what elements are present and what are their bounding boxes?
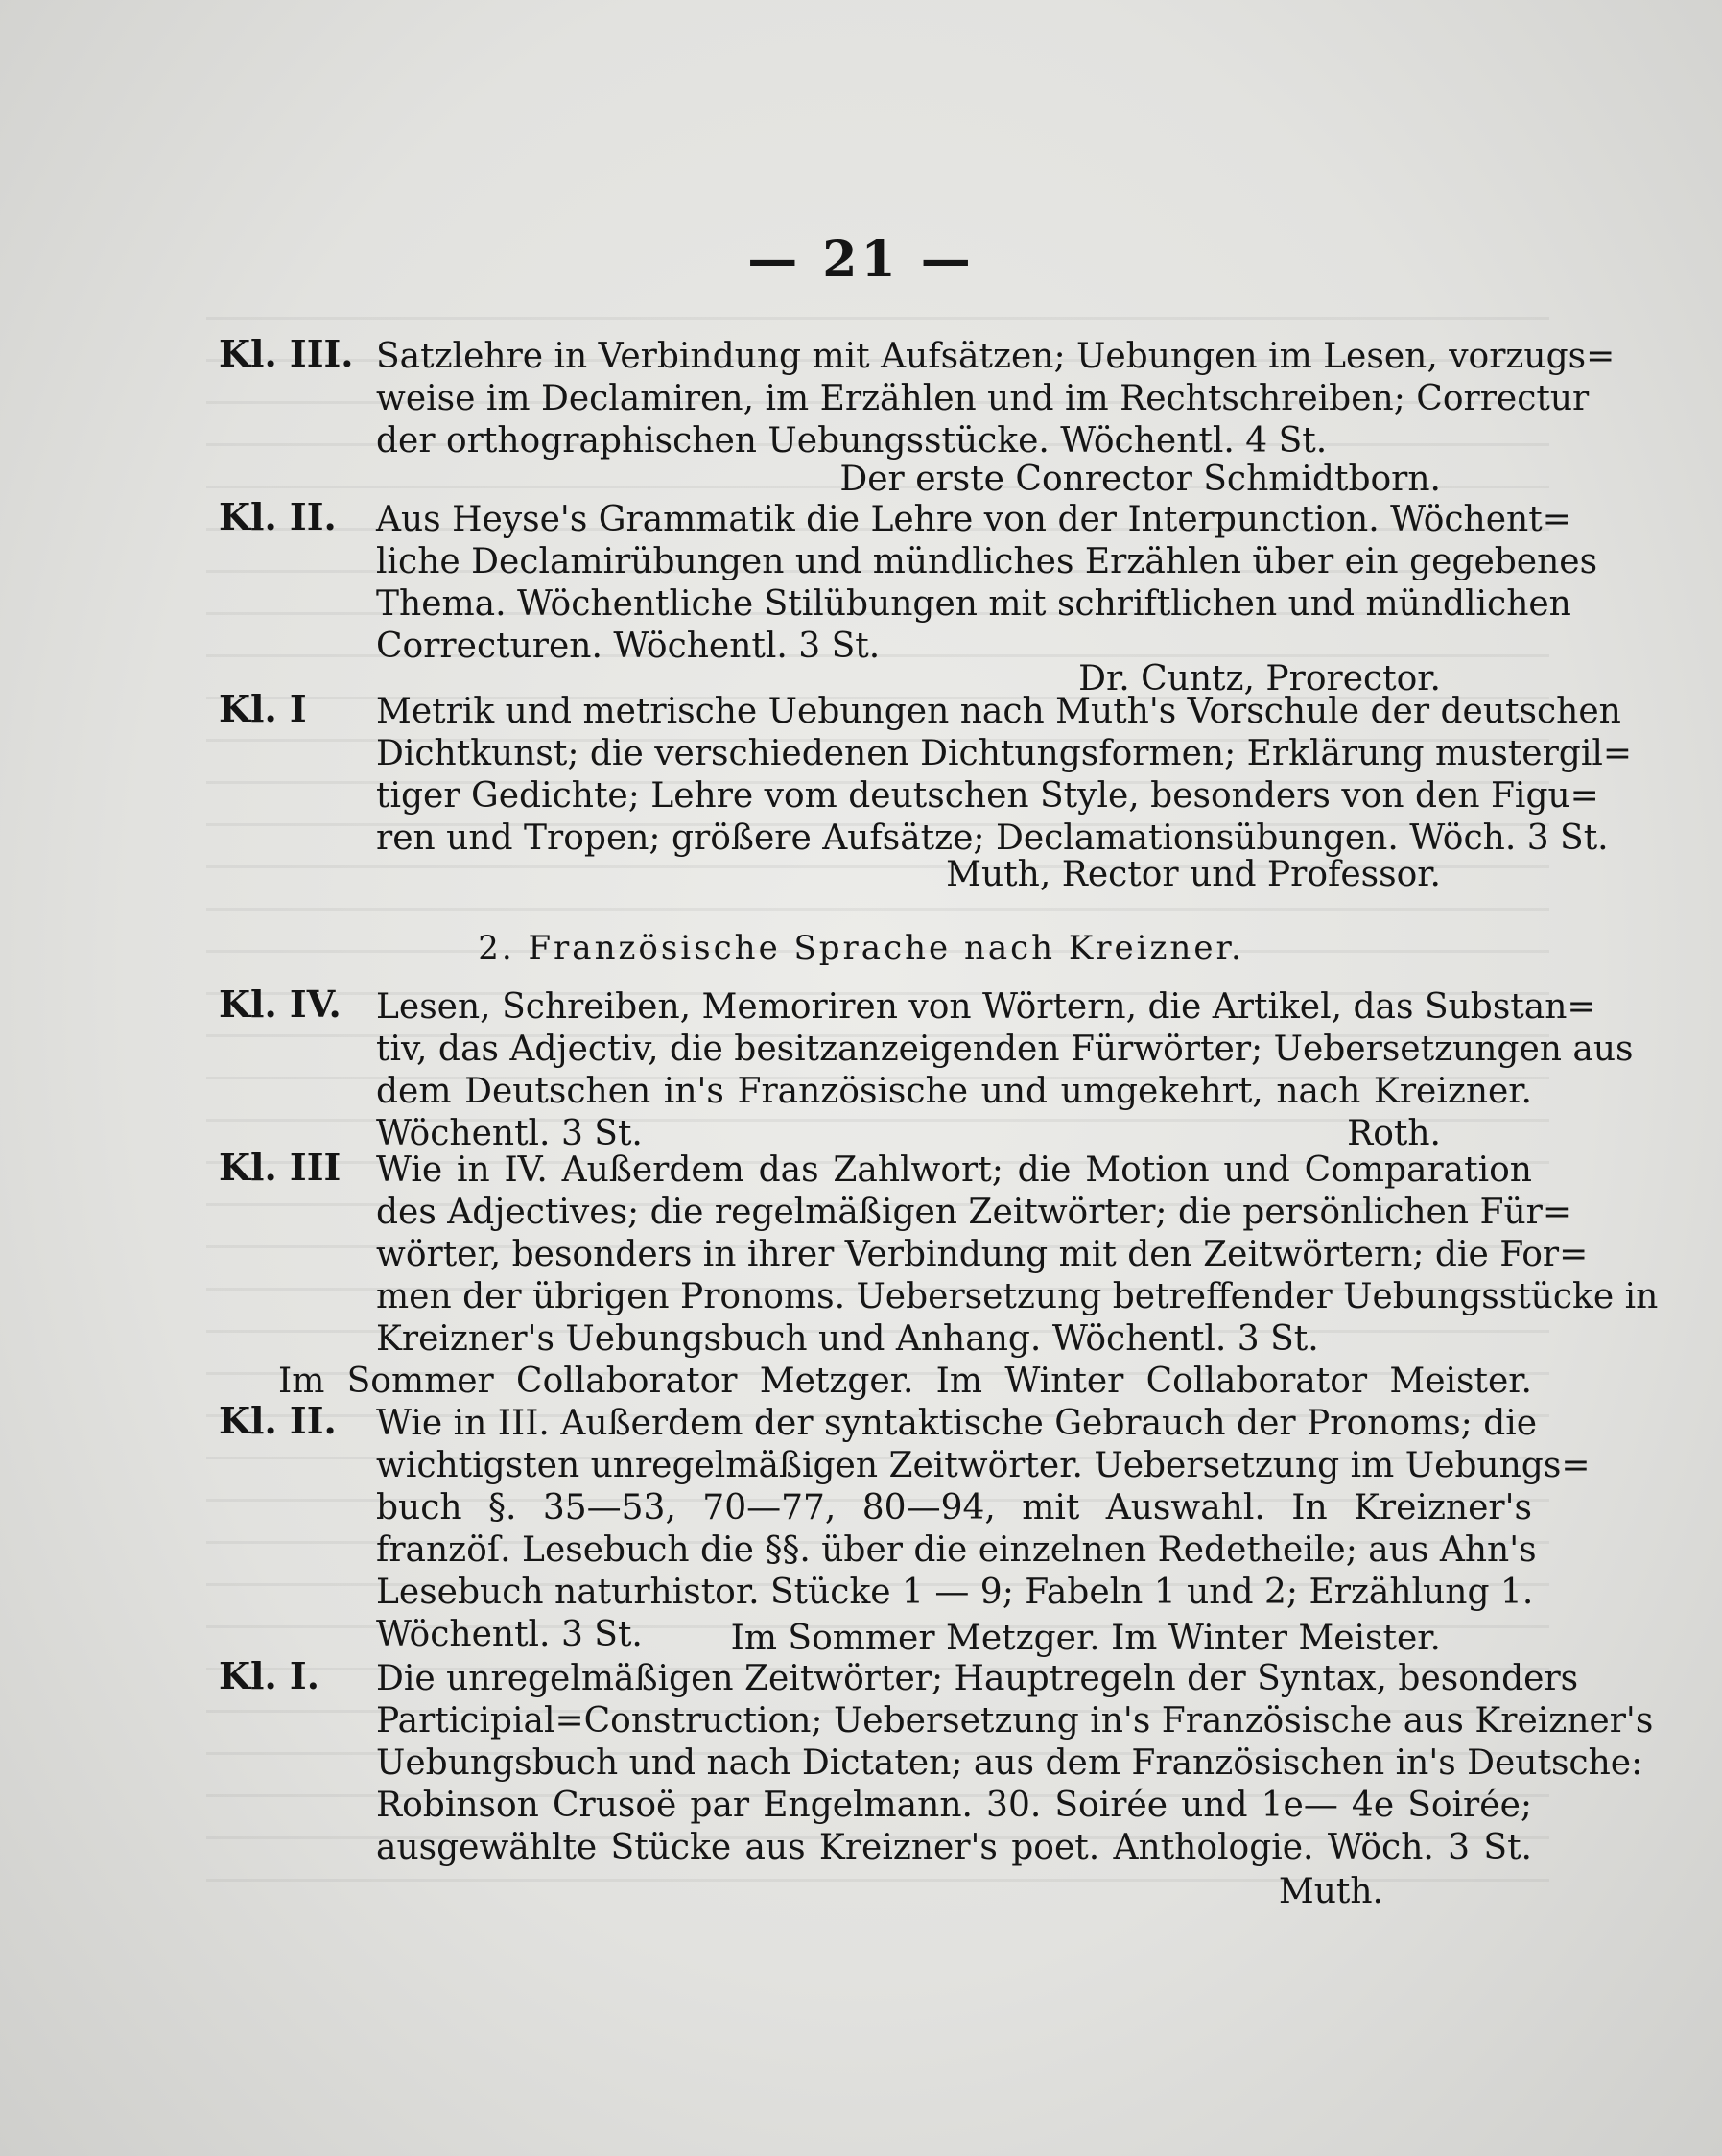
text-line: des Adjectives; die regelmäßigen Zeitwörter; die persönlichen Für=	[376, 1193, 1572, 1232]
teacher-line: Im Sommer Collaborator Metzger. Im Winter Collaborator Meister.	[278, 1362, 1532, 1401]
text-line: Kreizner's Uebungsbuch und Anhang. Wöchentl. 3 St.	[376, 1319, 1319, 1359]
text-line: Satzlehre in Verbindung mit Aufsätzen; Uebungen im Lesen, vorzugs=	[376, 337, 1616, 376]
teacher-line: Muth.	[1278, 1872, 1383, 1911]
text-line: buch §. 35—53, 70—77, 80—94, mit Auswahl. In Kreizner's	[376, 1488, 1532, 1528]
text-line: wichtigsten unregelmäßigen Zeitwörter. Uebersetzung im Uebungs=	[376, 1446, 1591, 1485]
class-label: Kl. IV.	[219, 983, 342, 1026]
text-line: Thema. Wöchentliche Stilübungen mit schriftlichen und mündlichen	[376, 584, 1571, 624]
text-line: Aus Heyse's Grammatik die Lehre von der Interpunction. Wöchent=	[376, 500, 1571, 539]
text-line: men der übrigen Pronoms. Uebersetzung betreffender Uebungsstücke in	[376, 1277, 1659, 1316]
class-label: Kl. I.	[219, 1654, 319, 1697]
text-line: Wöchentl. 3 St.	[376, 1615, 643, 1654]
text-line: tiger Gedichte; Lehre vom deutschen Style, besonders von den Figu=	[376, 776, 1599, 816]
text-line: Die unregelmäßigen Zeitwörter; Hauptregeln der Syntax, besonders	[376, 1659, 1579, 1698]
text-line: Wöchentl. 3 St.	[376, 1114, 643, 1153]
text-line: weise im Declamiren, im Erzählen und im Rechtschreiben; Correctur	[376, 379, 1590, 418]
text-line: der orthographischen Uebungsstücke. Wöchentl. 4 St.	[376, 421, 1328, 461]
class-label: Kl. II.	[219, 495, 337, 538]
class-label: Kl. II.	[219, 1399, 337, 1442]
teacher-line: Muth, Rector und Professor.	[946, 855, 1441, 894]
text-line: ausgewählte Stücke aus Kreizner's poet. Anthologie. Wöch. 3 St.	[376, 1828, 1532, 1867]
text-line: Dichtkunst; die verschiedenen Dichtungsformen; Erklärung mustergil=	[376, 734, 1633, 773]
teacher-line: Im Sommer Metzger. Im Winter Meister.	[730, 1619, 1441, 1658]
text-line: Robinson Crusoë par Engelmann. 30. Soirée und 1e— 4e Soirée;	[376, 1786, 1532, 1825]
text-line: franzöſ. Lesebuch die §§. über die einzelnen Redetheile; aus Ahn's	[376, 1530, 1537, 1570]
text-line: Correcturen. Wöchentl. 3 St.	[376, 627, 881, 666]
section-heading: 2. Französische Sprache nach Kreizner.	[478, 929, 1244, 967]
text-line: Wie in IV. Außerdem das Zahlwort; die Motion und Comparation	[376, 1150, 1532, 1190]
teacher-line: Roth.	[1347, 1114, 1441, 1153]
teacher-line: Der erste Conrector Schmidtborn.	[839, 460, 1441, 499]
text-line: wörter, besonders in ihrer Verbindung mit den Zeitwörtern; die For=	[376, 1235, 1589, 1274]
text-line: Participial=Construction; Uebersetzung in's Französische aus Kreizner's	[376, 1701, 1654, 1741]
text-line: Lesebuch naturhistor. Stücke 1 — 9; Fabeln 1 und 2; Erzählung 1.	[376, 1573, 1534, 1612]
text-line: ren und Tropen; größere Aufsätze; Declamationsübungen. Wöch. 3 St.	[376, 818, 1609, 858]
text-line: Wie in III. Außerdem der syntaktische Gebrauch der Pronoms; die	[376, 1404, 1538, 1443]
class-label: Kl. I	[219, 687, 307, 730]
text-line: liche Declamirübungen und mündliches Erzählen über ein gegebenes	[376, 542, 1598, 581]
class-label: Kl. III	[219, 1146, 342, 1189]
text-line: Uebungsbuch und nach Dictaten; aus dem Französischen in's Deutsche:	[376, 1743, 1643, 1783]
text-line: tiv, das Adjectiv, die besitzanzeigenden Fürwörter; Uebersetzungen aus	[376, 1030, 1634, 1069]
text-line: Lesen, Schreiben, Memoriren von Wörtern, die Artikel, das Substan=	[376, 987, 1596, 1027]
text-line: Metrik und metrische Uebungen nach Muth's Vorschule der deutschen	[376, 692, 1621, 731]
class-label: Kl. III.	[219, 332, 354, 375]
teacher-line: Dr. Cuntz, Prorector.	[1078, 659, 1441, 699]
page-number: — 21 —	[747, 230, 975, 289]
text-line: dem Deutschen in's Französische und umgekehrt, nach Kreizner.	[376, 1072, 1532, 1111]
